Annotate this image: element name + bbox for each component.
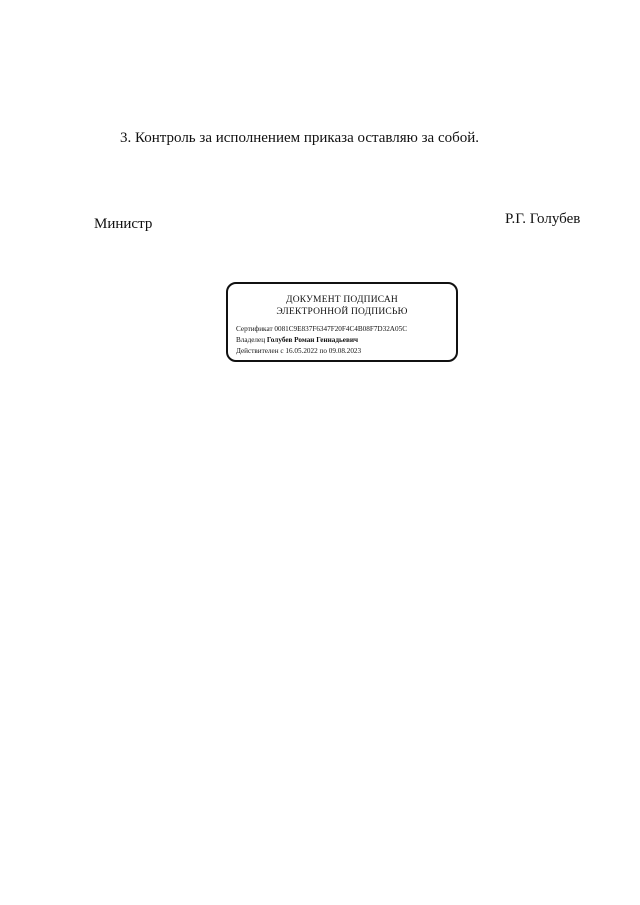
valid-to: 09.08.2023 xyxy=(328,347,362,355)
owner-label: Владелец xyxy=(236,336,266,344)
electronic-signature-stamp xyxy=(226,282,458,362)
signer-name: Р.Г. Голубев xyxy=(505,211,581,227)
stamp-certificate-line xyxy=(236,325,407,334)
owner-value: Голубев Роман Геннадьевич xyxy=(266,336,359,344)
stamp-heading xyxy=(228,294,456,318)
valid-label: Действителен xyxy=(236,347,279,355)
stamp-validity-line xyxy=(236,347,361,356)
certificate-label: Сертификат xyxy=(236,325,273,333)
valid-from-prefix: с xyxy=(280,347,284,355)
valid-to-prefix: по xyxy=(319,347,327,355)
stamp-owner-line xyxy=(236,336,358,345)
stamp-heading-line1: ДОКУМЕНТ ПОДПИСАН xyxy=(286,295,398,305)
valid-from: 16.05.2022 xyxy=(285,347,318,355)
signer-title: Министр xyxy=(94,216,153,232)
clause-text: 3. Контроль за исполнением приказа оставляю за собой. xyxy=(120,130,480,146)
certificate-value: 0081C9E837F6347F20F4C4B08F7D32A05C xyxy=(274,325,407,333)
stamp-heading-line2: ЭЛЕКТРОННОЙ ПОДПИСЬЮ xyxy=(276,307,408,317)
